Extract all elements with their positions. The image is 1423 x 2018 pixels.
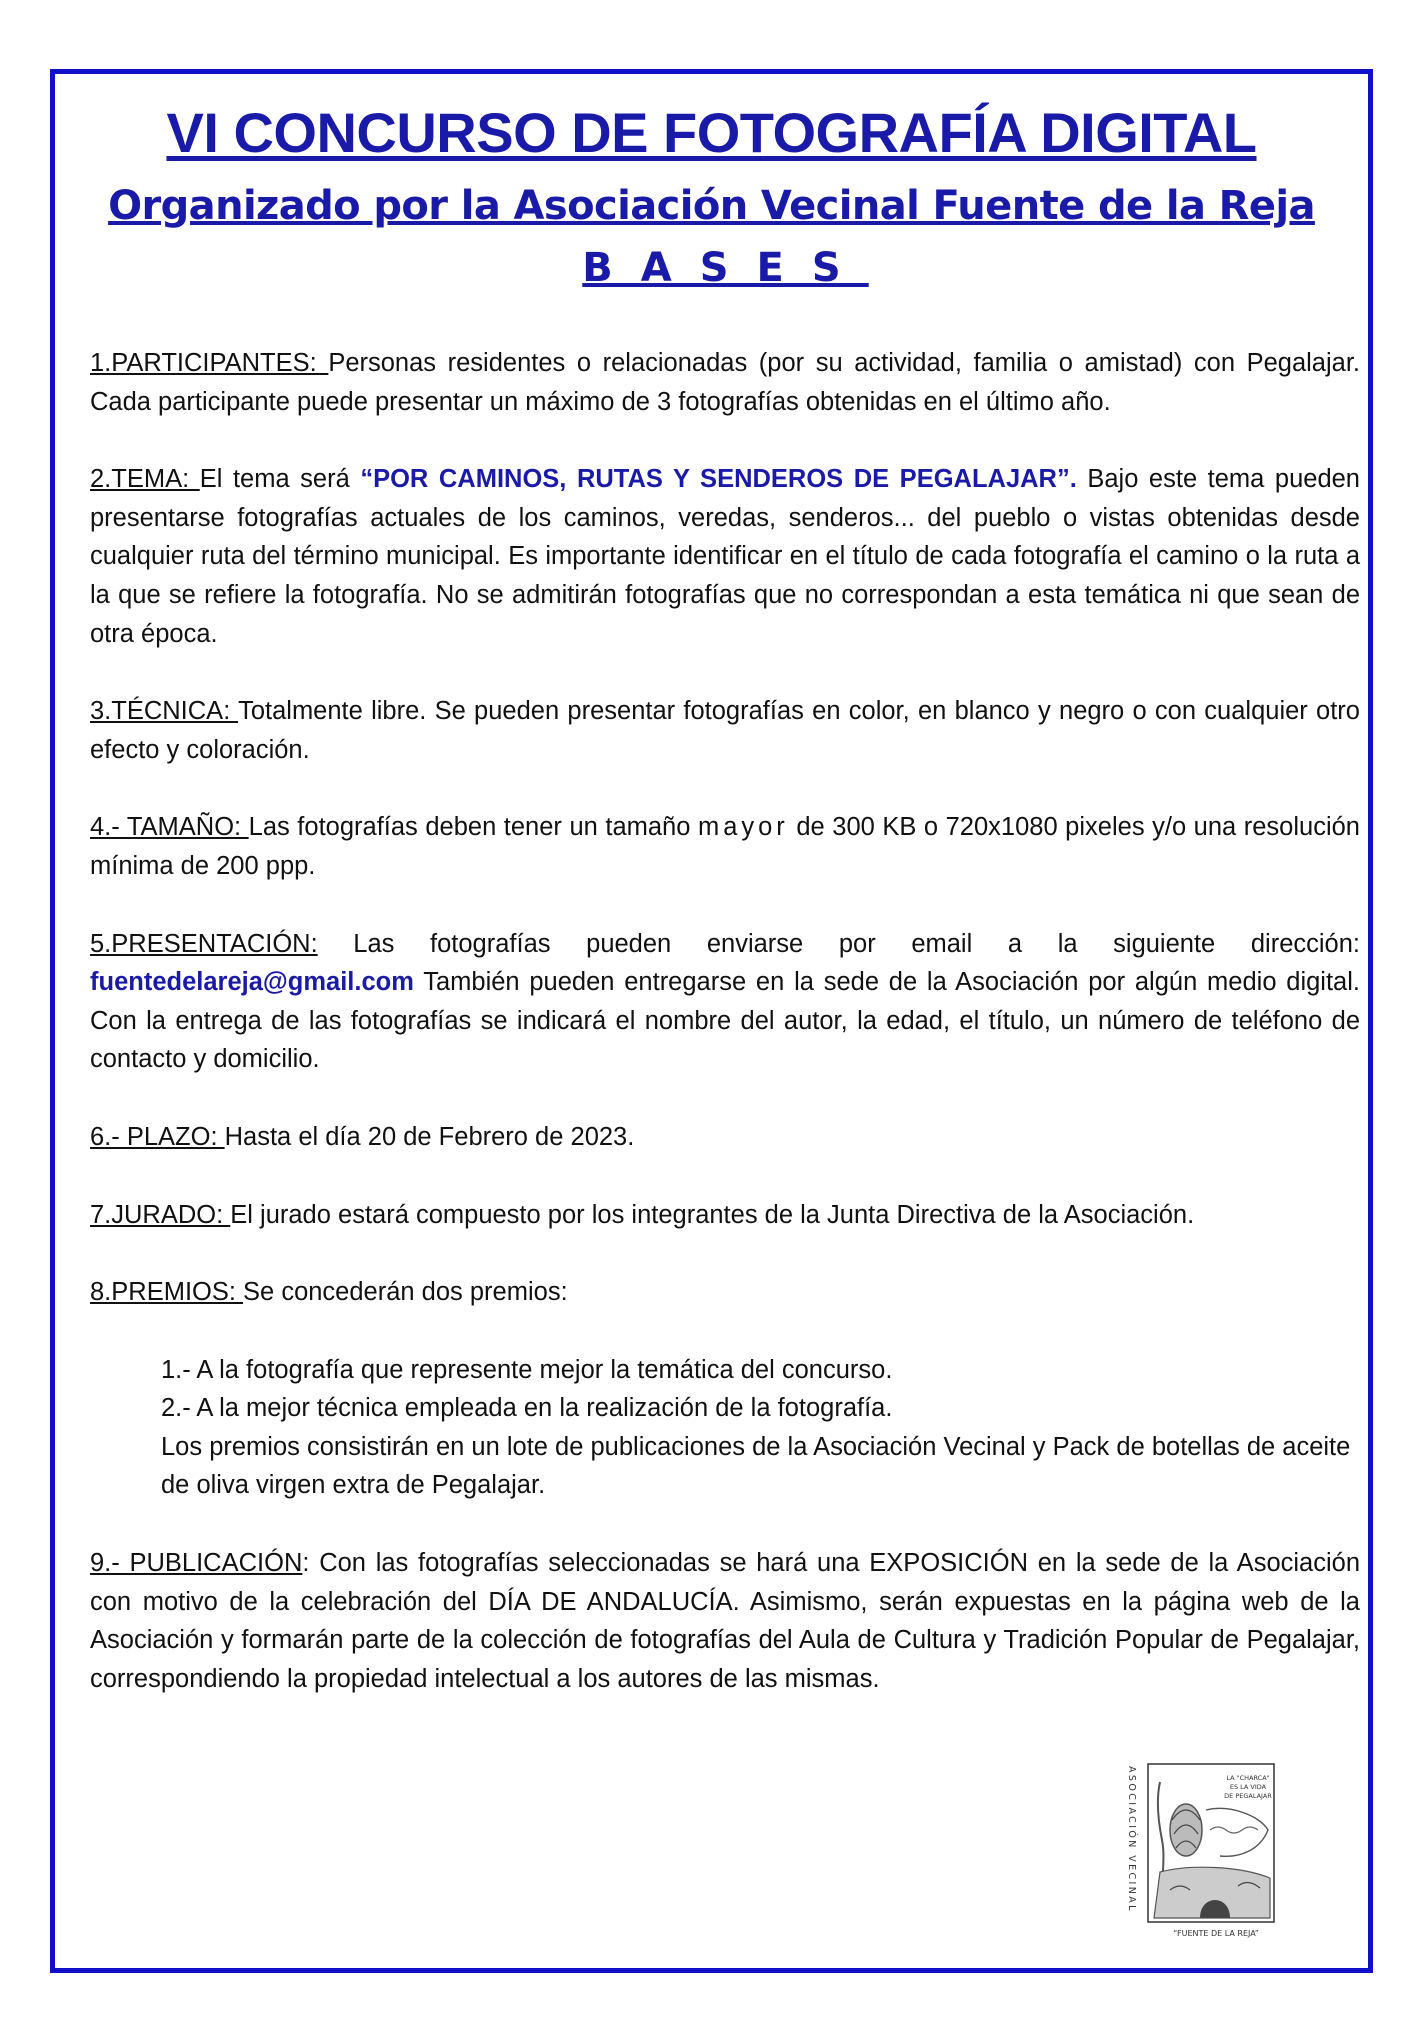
logo-vertical-text: ASOCIACIÓN VECINAL (1126, 1766, 1137, 1913)
section-text: Totalmente libre. Se pueden presentar fotografías en color, en blanco y negro o con cualquier otro efecto y coloración. (90, 697, 1360, 764)
section-heading: 5.PRESENTACIÓN: (90, 929, 318, 958)
prizes-list (161, 1351, 1360, 1505)
section-participantes (90, 344, 1360, 421)
section-premios (90, 1273, 1360, 1312)
section-text: Las fotografías deben tener un tamaño (248, 813, 698, 842)
section-text: : Con las fotografías seleccionadas se hará una EXPOSICIÓN en la sede de la Asociación con motivo de la celebración del DÍA DE ANDALUCÍA. Asimismo, serán expuestas en la página web de la Asociación y formarán parte de la colección de fotografías del Aula de Cultura y Tradición Popular de Pegalajar, correspondiendo la propiedad intelectual a los autores de las mismas. (90, 1549, 1361, 1693)
section-tema (90, 460, 1360, 653)
section-plazo (90, 1118, 1360, 1157)
theme-highlight: “POR CAMINOS, RUTAS Y SENDEROS DE PEGALAJAR”. (360, 465, 1077, 494)
section-text: Hasta el día 20 de Febrero de 2023. (224, 1122, 635, 1151)
bases-heading: BASES (582, 245, 869, 291)
email-link[interactable]: fuentedelareja@gmail.com (90, 968, 414, 997)
section-text: Personas residentes o relacionadas (por su actividad, familia o amistad) con Pegalajar. Cada participante puede presentar un máximo de 3 fotografías obtenidas en el último año. (90, 349, 1360, 416)
section-publicacion (90, 1544, 1360, 1698)
section-tamano (90, 808, 1360, 885)
section-text: Se concederán dos premios: (243, 1278, 568, 1307)
section-heading: 1.PARTICIPANTES: (90, 349, 329, 377)
section-heading: 7.JURADO: (90, 1200, 231, 1229)
rules-body (90, 344, 1360, 1737)
section-heading: 4.- TAMAÑO: (90, 813, 249, 842)
section-text: Las fotografías pueden enviarse por email a la siguiente dirección: (317, 929, 1360, 958)
section-text: También pueden entregarse en la sede de la Asociación por algún medio digital. Con la entrega de las fotografías se indicará el nombre del autor, la edad, el título, un número de teléfono de contacto y domicilio. (90, 968, 1360, 1074)
section-text: de 300 KB o 720x1080 pixeles y/o una resolución mínima de 200 ppp. (90, 813, 1360, 880)
prize-note: Los premios consistirán en un lote de publicaciones de la Asociación Vecinal y Pack de botellas de aceite de oliva virgen extra de Pegalajar. (161, 1432, 1351, 1500)
spaced-word: mayor (697, 813, 789, 842)
section-heading: 8.PREMIOS: (90, 1278, 244, 1307)
logo-caption-bottom: “FUENTE DE LA REJA” (1173, 1929, 1259, 1938)
association-logo (1120, 1760, 1280, 1942)
section-text: El jurado estará compuesto por los integrantes de la Junta Directiva de la Asociación. (230, 1200, 1195, 1229)
section-tecnica (90, 692, 1360, 769)
prize-item: 2.- A la mejor técnica empleada en la realización de la fotografía. (161, 1394, 893, 1423)
contest-title: VI CONCURSO DE FOTOGRAFÍA DIGITAL (166, 101, 1257, 164)
prize-item: 1.- A la fotografía que represente mejor la temática del concurso. (161, 1355, 893, 1384)
section-heading: 2.TEMA: (90, 465, 200, 494)
section-heading: 9.- PUBLICACIÓN (90, 1549, 303, 1578)
section-jurado (90, 1196, 1360, 1235)
logo-caption-top: LA "CHARCA" ES LA VIDA DE PEGALAJAR (1224, 1774, 1272, 1800)
section-text: Bajo este tema pueden presentarse fotografías actuales de los caminos, veredas, senderos... del pueblo o vistas obtenidas desde cualquier ruta del término municipal. Es importante identificar en el título de cada fotografía el camino o la ruta a la que se refiere la fotografía. No se admitirán fotografías que no correspondan a esta temática ni que sean de otra época. (90, 465, 1360, 648)
organizer-subtitle: Organizado por la Asociación Vecinal Fuente de la Reja (108, 183, 1315, 229)
section-heading: 6.- PLAZO: (90, 1122, 225, 1151)
section-heading: 3.TÉCNICA: (90, 697, 239, 726)
section-presentacion (90, 925, 1360, 1079)
section-text: El tema será (199, 465, 361, 494)
